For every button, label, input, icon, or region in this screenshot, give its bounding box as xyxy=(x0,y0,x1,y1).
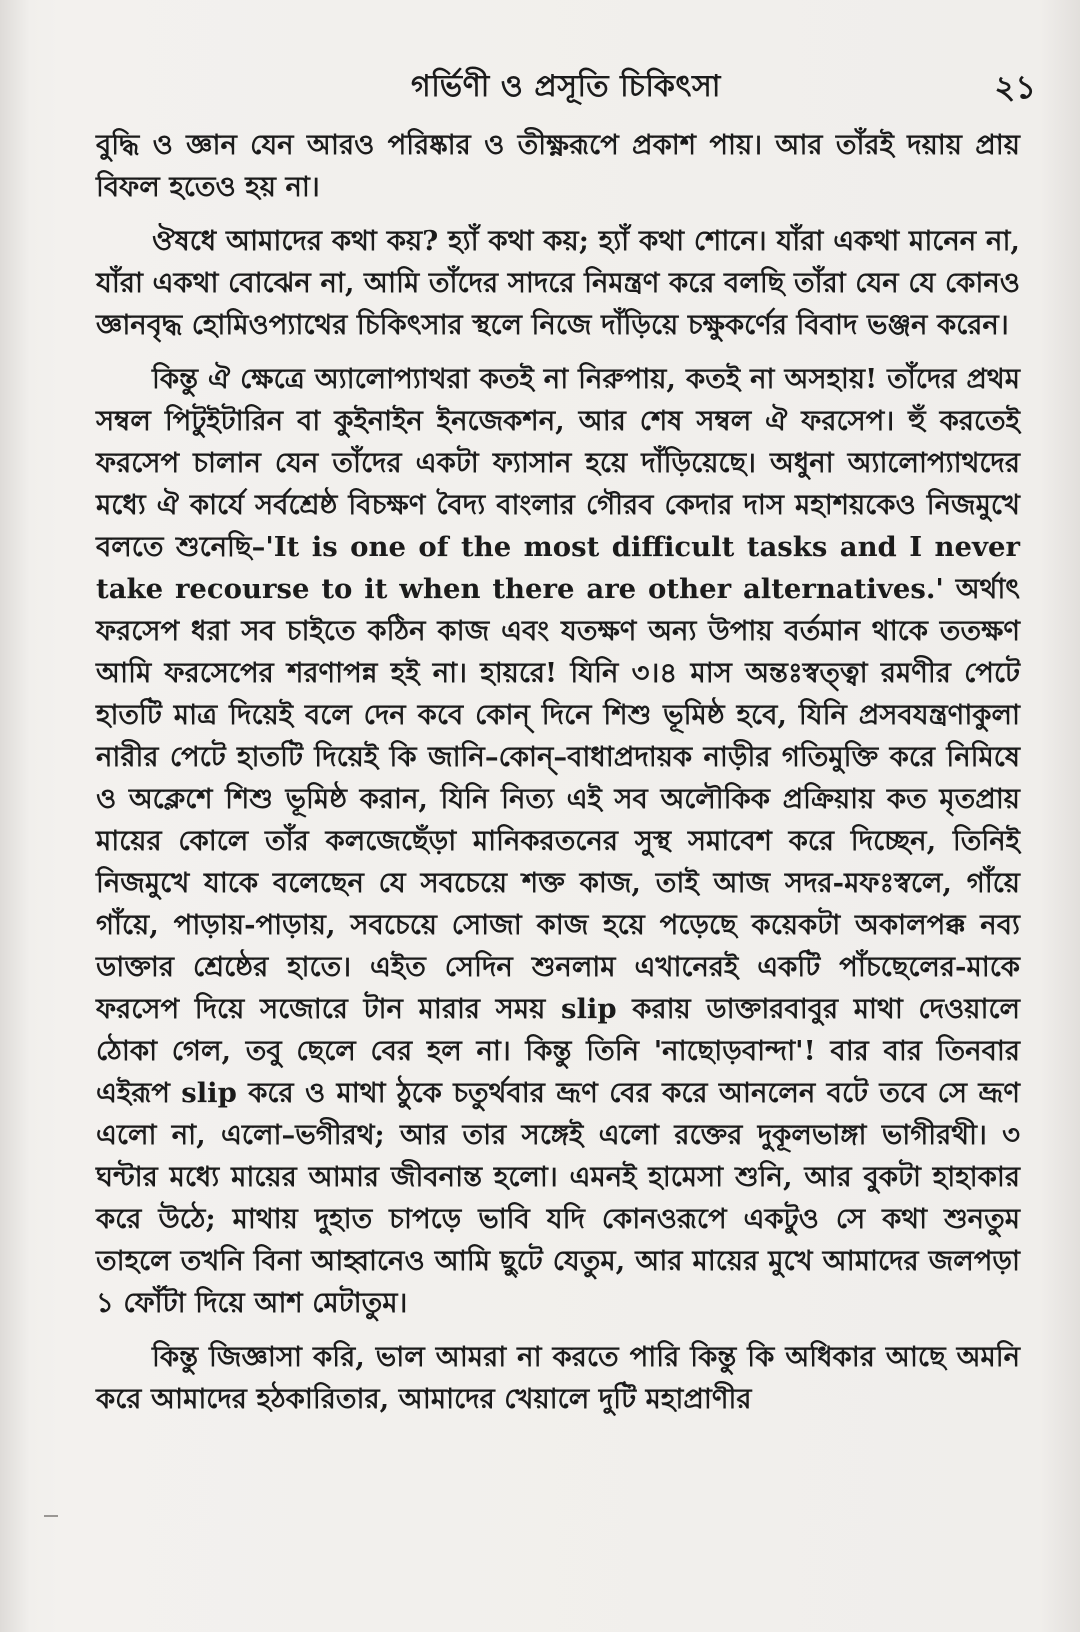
margin-mark xyxy=(44,1515,58,1517)
running-title: গর্ভিণী ও প্রসূতি চিকিৎসা xyxy=(411,69,721,104)
page-number: ২১ xyxy=(994,68,1036,106)
page-header xyxy=(96,62,1036,112)
paragraph-2: ঔষধে আমাদের কথা কয়? হ্যাঁ কথা কয়; হ্যাঁ কথা শোনে। যাঁরা একথা মানেন না, যাঁরা একথা বোঝেন না, আমি তাঁদের সাদরে নিমন্ত্রণ করে বলছি তাঁরা যেন যে কোনও জ্ঞানবৃদ্ধ হোমিওপ্যাথের চিকিৎসার স্থলে নিজে দাঁড়িয়ে চক্ষুকর্ণের বিবাদ ভঞ্জন করেন। xyxy=(96,225,1020,341)
body-text xyxy=(96,124,1020,1432)
paragraph-3: কিন্তু ঐ ক্ষেত্রে অ্যালোপ্যাথরা কতই না নিরুপায়, কতই না অসহায়! তাঁদের প্রথম সম্বল পিটুইটারিন বা কুইনাইন ইনজেকশন, আর শেষ সম্বল ঐ ফরসেপ। হুঁ করতেই ফরসেপ চালান যেন তাঁদের একটা ফ্যাসান হয়ে দাঁড়িয়েছে। অধুনা অ্যালোপ্যাথদের মধ্যে ঐ কার্যে সর্বশ্রেষ্ঠ বিচক্ষণ বৈদ্য বাংলার গৌরব কেদার দাস মহাশয়কেও নিজমুখে বলতে শুনেছি–'It is one of the most difficult tasks and I never take recourse to it when there are other alternatives.' অর্থাৎ ফরসেপ ধরা সব চাইতে কঠিন কাজ এবং যতক্ষণ অন্য উপায় বর্তমান থাকে ততক্ষণ আমি ফরসেপের শরণাপন্ন হই না। হায়রে! যিনি ৩।৪ মাস অন্তঃস্বত্ত্বা রমণীর পেটে হাতটি মাত্র দিয়েই বলে দেন কবে কোন্ দিনে শিশু ভূমিষ্ঠ হবে, যিনি প্রসবযন্ত্রণাকুলা নারীর পেটে হাতটি দিয়েই কি জানি–কোন্–বাধাপ্রদায়ক নাড়ীর গতিমুক্তি করে নিমিষে ও অক্লেশে শিশু ভূমিষ্ঠ করান, যিনি নিত্য এই সব অলৌকিক প্রক্রিয়ায় কত মৃতপ্রায় মায়ের কোলে তাঁর কলজেছেঁড়া মানিকরতনের সুস্থ সমাবেশ করে দিচ্ছেন, তিনিই নিজমুখে যাকে বলেছেন যে সবচেয়ে শক্ত কাজ, তাই আজ সদর-মফঃস্বলে, গাঁয়ে গাঁয়ে, পাড়ায়-পাড়ায়, সবচেয়ে সোজা কাজ হয়ে পড়েছে কয়েকটা অকালপক্ক নব্য ডাক্তার শ্রেষ্ঠের হাতে। এইত সেদিন শুনলাম এখানেরই একটি পাঁচছেলের-মাকে ফরসেপ দিয়ে সজোরে টান মারার সময় slip করায় ডাক্তারবাবুর মাথা দেওয়ালে ঠোকা গেল, তবু ছেলে বের হল না। কিন্তু তিনি 'নাছোড়বান্দা'! বার বার তিনবার এইরূপ slip করে ও মাথা ঠুকে চতুর্থবার ভ্রূণ বের করে আনলেন বটে তবে সে ভ্রূণ এলো না, এলো–ভগীরথ; আর তার সঙ্গেই এলো রক্তের দুকূলভাঙ্গা ভাগীরথী। ৩ ঘন্টার মধ্যে মায়ের আমার জীবনান্ত হলো। এমনই হামেসা শুনি, আর বুকটা হাহাকার করে উঠে; মাথায় দুহাত চাপড়ে ভাবি যদি কোনওরূপে একটুও সে কথা শুনতুম তাহলে তখনি বিনা আহ্বানেও আমি ছুটে যেতুম, আর মায়ের মুখে আমাদের জলপড়া ১ ফোঁটা দিয়ে আশ মেটাতুম। xyxy=(96,363,1020,1319)
paragraph-1: বুদ্ধি ও জ্ঞান যেন আরও পরিষ্কার ও তীক্ষ্ণরূপে প্রকাশ পায়। আর তাঁরই দয়ায় প্রায় বিফল হতেও হয় না। xyxy=(96,129,1020,203)
paragraph-4: কিন্তু জিজ্ঞাসা করি, ভাল আমরা না করতে পারি কিন্তু কি অধিকার আছে অমনি করে আমাদের হঠকারিতার, আমাদের খেয়ালে দুটি মহাপ্রাণীর xyxy=(96,1341,1020,1415)
